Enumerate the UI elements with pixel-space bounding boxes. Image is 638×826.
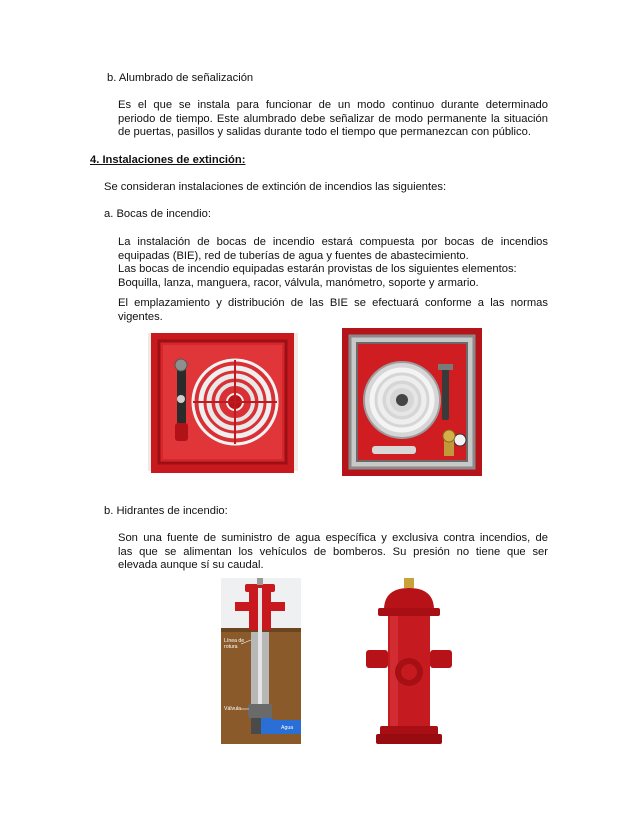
fire-hydrant-photo	[360, 578, 460, 748]
paragraph-line: El emplazamiento y distribución de las BIE se efectuará conforme a las normas	[118, 297, 548, 309]
section-heading: 4. Instalaciones de extinción:	[90, 154, 246, 166]
fire-hose-cabinet-image-1	[145, 327, 301, 477]
diagram-label-valve: Válvula	[224, 706, 242, 712]
paragraph-line: elevada aunque sí su caudal.	[118, 559, 264, 572]
paragraph-line: periodo de tiempo. Este alumbrado debe señalizar de modo permanente la situación	[118, 112, 548, 125]
subsection-title-bocas: a. Bocas de incendio:	[104, 208, 211, 220]
paragraph-hidrantes	[118, 532, 548, 573]
paragraph-line: Son una fuente de suministro de agua específica y exclusiva contra incendios, de	[118, 532, 548, 544]
paragraph-line: Las bocas de incendio equipadas estarán provistas de los siguientes elementos:	[118, 263, 517, 276]
diagram-label-break-line-1: Línea de	[224, 638, 245, 644]
paragraph-line: La instalación de bocas de incendio estará compuesta por bocas de incendios	[118, 236, 548, 248]
diagram-label-water: Agua	[281, 725, 294, 731]
subsection-title-hidrantes: b. Hidrantes de incendio:	[104, 505, 228, 517]
hydrant-cross-section-diagram	[221, 578, 301, 744]
paragraph-bocas-2	[118, 297, 548, 324]
paragraph-line: vigentes.	[118, 310, 163, 323]
section-intro: Se consideran instalaciones de extinción de incendios las siguientes:	[104, 181, 447, 193]
paragraph-alumbrado	[118, 99, 548, 140]
paragraph-line: equipadas (BIE), red de tuberías de agua y fuentes de abastecimiento.	[118, 249, 469, 262]
paragraph-line: las que se alimentan los vehículos de bomberos. Su presión no tiene que ser	[118, 545, 548, 558]
diagram-label-break-line-2: rotura	[224, 644, 238, 650]
paragraph-line: de puertas, pasillos y salidas durante todo el tiempo que permanezcan con público.	[118, 126, 531, 139]
paragraph-bocas-1	[118, 236, 548, 291]
paragraph-line: Boquilla, lanza, manguera, racor, válvula, manómetro, soporte y armario.	[118, 277, 479, 290]
fire-hose-cabinet-image-2	[342, 328, 482, 476]
subsection-title-alumbrado: b. Alumbrado de señalización	[107, 72, 254, 84]
paragraph-line: Es el que se instala para funcionar de un modo continuo durante determinado	[118, 99, 548, 111]
